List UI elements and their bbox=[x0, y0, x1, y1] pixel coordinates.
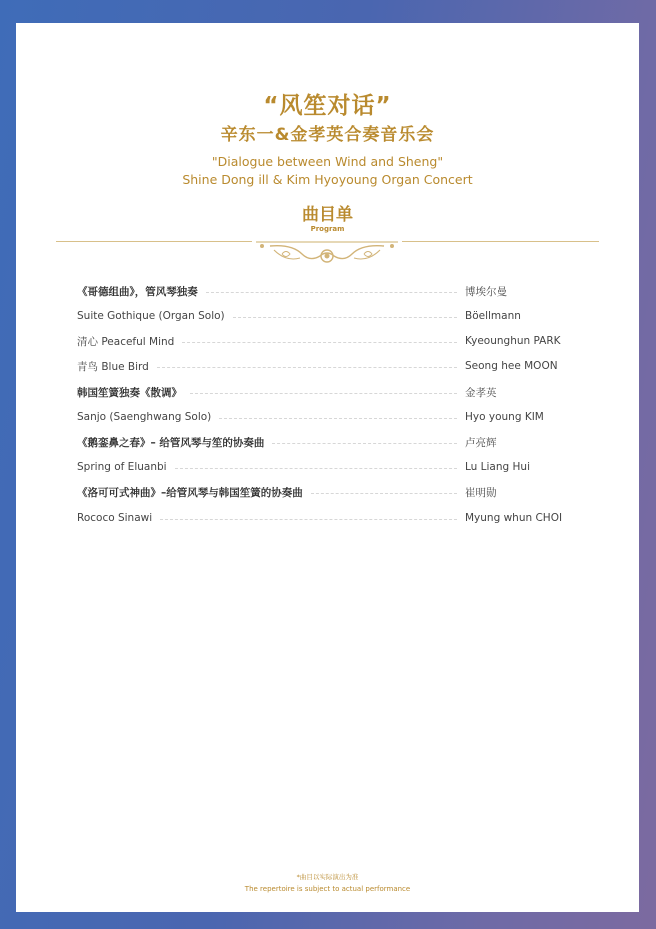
performer-name: Myung whun CHOI bbox=[465, 512, 563, 524]
piece-title: 《洛可可式神曲》–给管风琴与韩国笙簧的协奏曲 bbox=[77, 486, 303, 499]
performer-name: Kyeounghun PARK bbox=[465, 335, 561, 347]
program-row bbox=[77, 434, 568, 450]
leader-dots bbox=[160, 519, 457, 520]
program-row bbox=[77, 358, 568, 374]
performer-name: Hyo young KIM bbox=[465, 411, 544, 423]
piece-title: Spring of Eluanbi bbox=[77, 461, 167, 473]
performer-name: 崔明勋 bbox=[465, 486, 497, 499]
program-row bbox=[77, 333, 568, 349]
performer-name: 博埃尔曼 bbox=[465, 285, 507, 298]
title-cn: “风笙对话” bbox=[263, 93, 392, 119]
leader-dots bbox=[272, 443, 457, 444]
piece-title: 青鸟 Blue Bird bbox=[77, 360, 149, 373]
program-label: Program bbox=[310, 225, 345, 233]
leader-dots bbox=[157, 367, 457, 368]
piece-title: Sanjo (Saenghwang Solo) bbox=[77, 411, 212, 423]
program-sheet bbox=[16, 23, 639, 912]
footer-note-cn: *曲目以实际演出为准 bbox=[296, 873, 359, 881]
piece-title: 韩国笙簧独奏《散调》 bbox=[77, 386, 182, 399]
leader-dots bbox=[233, 317, 457, 318]
footer-note-en: The repertoire is subject to actual performance bbox=[244, 885, 411, 893]
program-row bbox=[77, 459, 568, 475]
piece-title: Suite Gothique (Organ Solo) bbox=[77, 310, 225, 322]
program-row bbox=[77, 283, 568, 299]
performer-name: Lu Liang Hui bbox=[465, 461, 530, 473]
performer-name: 卢亮辉 bbox=[465, 436, 497, 449]
piece-title: 《鹅銮鼻之春》– 给管风琴与笙的协奏曲 bbox=[77, 436, 265, 449]
performer-name: Seong hee MOON bbox=[465, 360, 558, 372]
leader-dots bbox=[311, 493, 457, 494]
title-en: "Dialogue between Wind and Sheng" bbox=[211, 154, 444, 169]
leader-dots bbox=[219, 418, 457, 419]
piece-title: Rococo Sinawi bbox=[77, 512, 153, 524]
leader-dots bbox=[182, 342, 457, 343]
leader-dots bbox=[206, 292, 457, 293]
leader-dots bbox=[175, 468, 457, 469]
performer-name: 金孝英 bbox=[465, 386, 497, 399]
piece-title: 《哥德组曲》，管风琴独奏 bbox=[77, 285, 198, 298]
program-row bbox=[77, 409, 568, 425]
leader-dots bbox=[190, 393, 457, 394]
subtitle-cn: 辛东一&金孝英合奏音乐会 bbox=[220, 125, 435, 145]
subtitle-en: Shine Dong ill & Kim Hyoyoung Organ Concert bbox=[182, 172, 473, 187]
piece-title: 清心 Peaceful Mind bbox=[77, 335, 175, 348]
program-row bbox=[77, 308, 568, 324]
performer-name: Böellmann bbox=[465, 310, 521, 322]
program-row bbox=[77, 510, 568, 526]
program-row bbox=[77, 384, 568, 400]
program-heading: 曲目单 bbox=[302, 205, 353, 225]
program-row bbox=[77, 484, 568, 500]
ornament-icon bbox=[252, 240, 402, 268]
